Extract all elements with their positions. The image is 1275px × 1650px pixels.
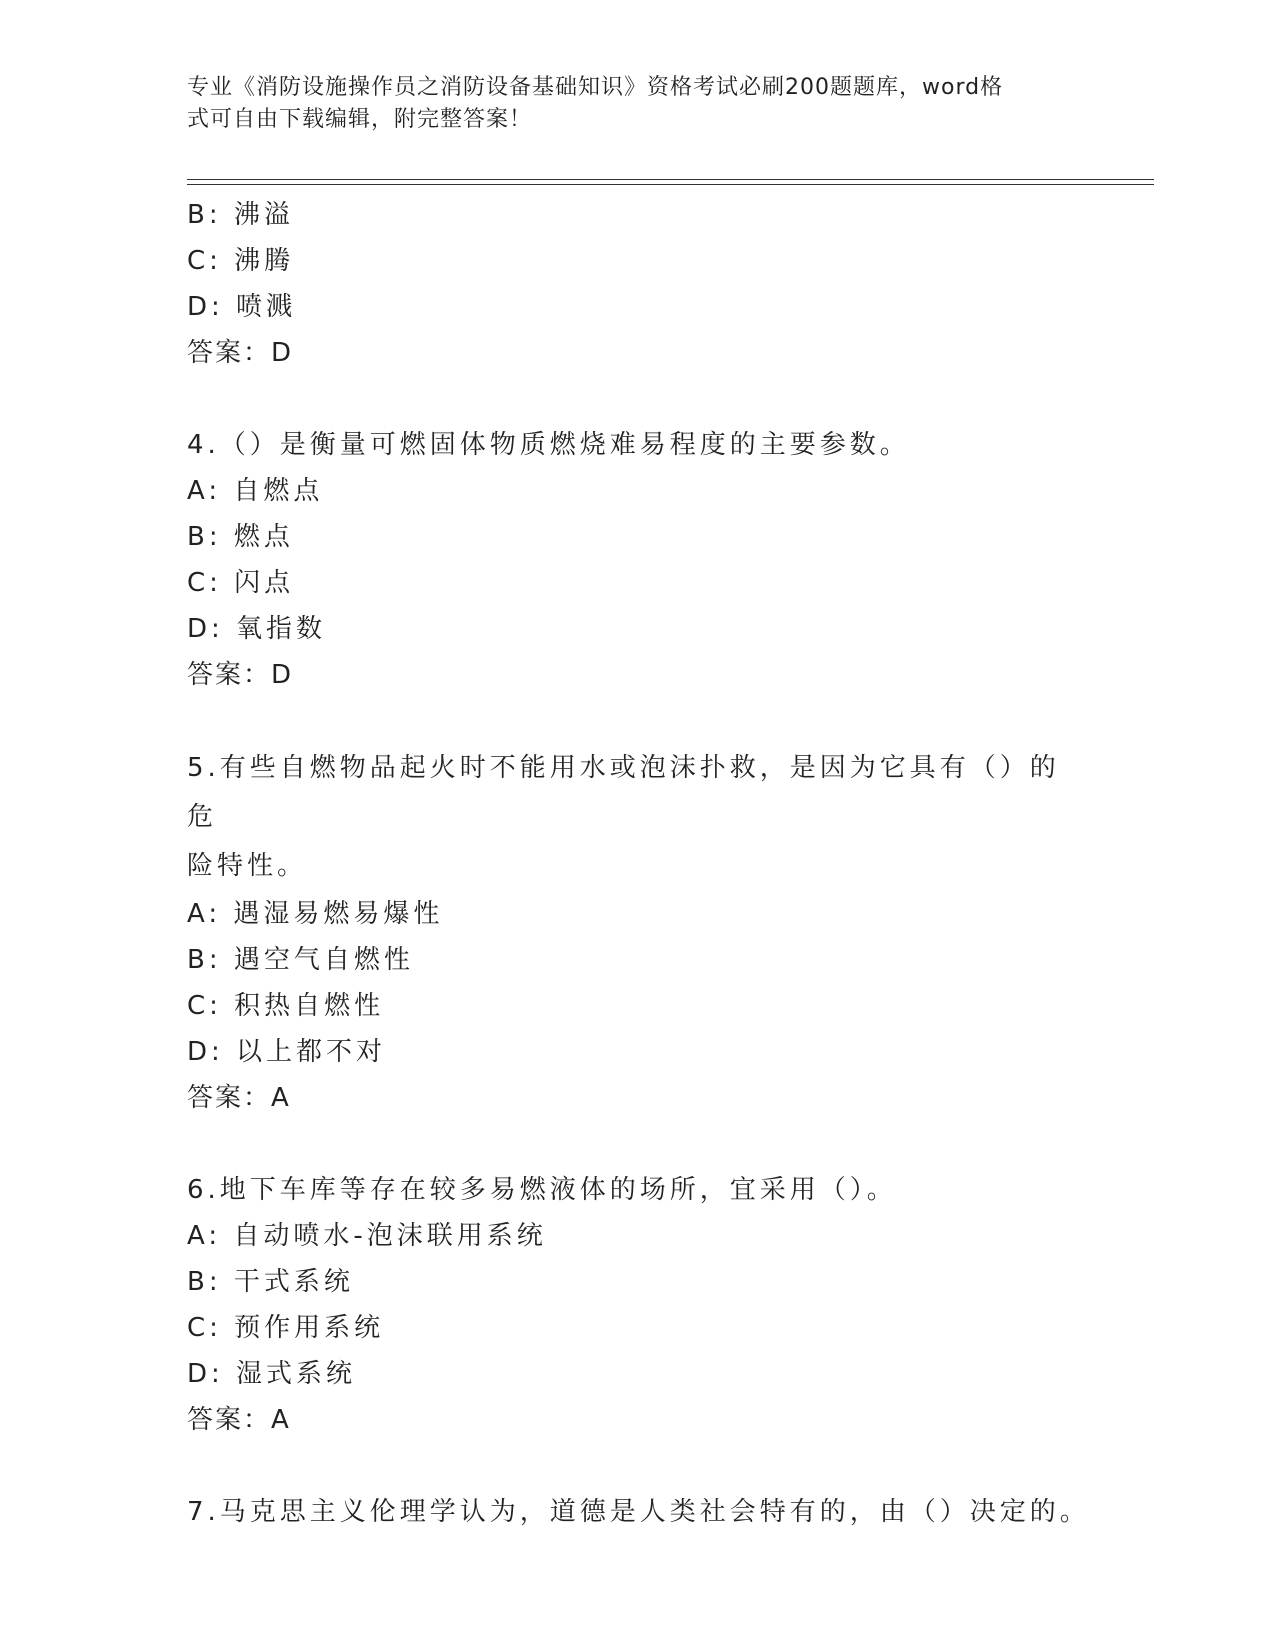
option-a: A: 遇湿易燃易爆性 (187, 899, 444, 929)
option-b: B: 沸溢 (187, 200, 294, 230)
question-text-line-2: 险特性。 (187, 851, 308, 881)
header-line-1: 专业《消防设施操作员之消防设备基础知识》资格考试必刷200题题库，word格 (187, 75, 1004, 100)
header-divider-top (187, 179, 1154, 180)
option-a: A: 自燃点 (187, 476, 324, 506)
question-text-line-1: 5.有些自燃物品起火时不能用水或泡沫扑救，是因为它具有（）的危 (187, 753, 1060, 832)
question-text: 4.（）是衡量可燃固体物质燃烧难易程度的主要参数。 (187, 430, 910, 460)
option-d: D: 喷溅 (187, 292, 297, 322)
option-b: B: 遇空气自燃性 (187, 945, 414, 975)
question-block-3 (187, 192, 1067, 376)
document-header (187, 72, 1067, 136)
question-text: 6.地下车库等存在较多易燃液体的场所，宜采用（）。 (187, 1175, 897, 1205)
option-d: D: 以上都不对 (187, 1037, 387, 1067)
option-c: C: 沸腾 (187, 246, 295, 276)
answer-line: 答案：D (187, 338, 294, 368)
answer-line: 答案：A (187, 1405, 291, 1435)
question-block-4 (187, 422, 1067, 698)
option-c: C: 积热自燃性 (187, 991, 385, 1021)
question-block-6 (187, 1167, 1067, 1443)
option-c: C: 闪点 (187, 568, 295, 598)
option-a: A: 自动喷水-泡沫联用系统 (187, 1221, 547, 1251)
question-text (187, 744, 1067, 891)
header-line-2: 式可自由下载编辑，附完整答案！ (187, 107, 533, 132)
option-d: D: 氧指数 (187, 614, 327, 644)
question-block-5 (187, 744, 1067, 1121)
answer-line: 答案：D (187, 660, 294, 690)
option-b: B: 干式系统 (187, 1267, 354, 1297)
answer-line: 答案：A (187, 1083, 291, 1113)
header-divider-bottom (187, 184, 1154, 185)
option-c: C: 预作用系统 (187, 1313, 385, 1343)
question-list (187, 192, 1090, 1535)
option-d: D: 湿式系统 (187, 1359, 357, 1389)
question-text: 7.马克思主义伦理学认为，道德是人类社会特有的，由（）决定的。 (187, 1497, 1090, 1527)
option-b: B: 燃点 (187, 522, 294, 552)
question-block-7 (187, 1489, 1090, 1535)
